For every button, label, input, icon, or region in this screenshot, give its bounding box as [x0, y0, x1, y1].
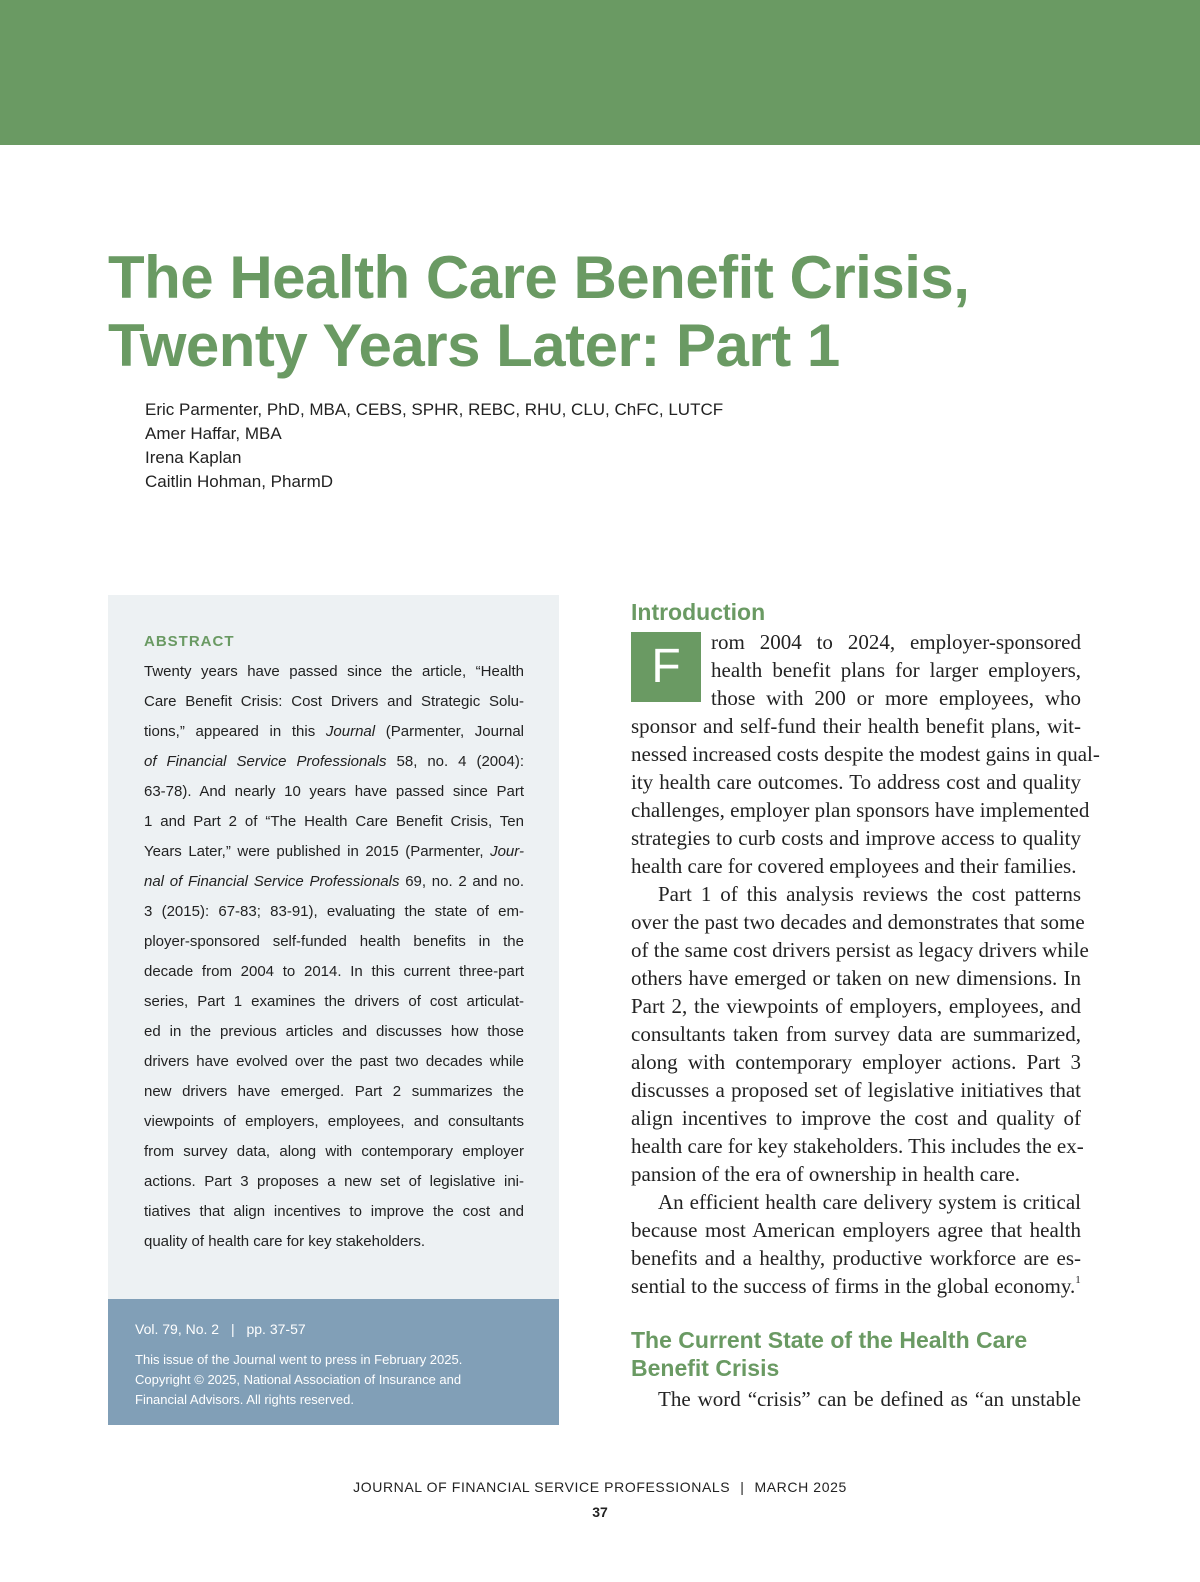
- drop-cap: F: [631, 632, 701, 702]
- title-line-1: The Health Care Benefit Crisis,: [108, 244, 970, 311]
- body-line: benefits and a healthy, productive workforce are es-: [631, 1246, 1081, 1270]
- copyright-notice: [135, 1350, 462, 1410]
- body-line: sponsor and self-fund their health benefit plans, wit-: [631, 714, 1081, 738]
- intro-body-text: [631, 712, 1100, 1300]
- body-line: those with 200 or more employees, who: [711, 686, 1081, 710]
- footer-journal: JOURNAL OF FINANCIAL SERVICE PROFESSIONALS: [353, 1479, 731, 1495]
- volume-info: [135, 1321, 306, 1337]
- body-line: along with contemporary employer actions. Part 3: [631, 1050, 1081, 1074]
- body-line: strategies to curb costs and improve access to quality: [631, 826, 1081, 850]
- body-line: consultants taken from survey data are summarized,: [631, 1022, 1081, 1046]
- body-line: An efficient health care delivery system is critical: [658, 1190, 1081, 1214]
- page-number: 37: [592, 1504, 608, 1520]
- body-line: rom 2004 to 2024, employer-sponsored: [711, 630, 1081, 654]
- copyright-line: Copyright © 2025, National Association of Insurance and: [135, 1372, 462, 1387]
- current-state-heading: [631, 1326, 1027, 1382]
- abstract-box: [108, 595, 559, 1299]
- copyright-line: Financial Advisors. All rights reserved.: [135, 1392, 354, 1407]
- current-state-text: [631, 1385, 1081, 1413]
- author: Caitlin Hohman, PharmD: [145, 472, 334, 491]
- abstract-line: Care Benefit Crisis: Cost Drivers and Strategic Solu-: [144, 693, 524, 710]
- copyright-line: This issue of the Journal went to press in February 2025.: [135, 1352, 463, 1367]
- volume-separator: |: [230, 1321, 235, 1337]
- body-line: others have emerged or taken on new dimensions. In: [631, 966, 1081, 990]
- abstract-line: tiatives that align incentives to improve the cost and: [144, 1203, 524, 1220]
- author: Eric Parmenter, PhD, MBA, CEBS, SPHR, REBC, RHU, CLU, ChFC, LUTCF: [145, 400, 724, 419]
- body-line: Part 2, the viewpoints of employers, employees, and: [631, 994, 1081, 1018]
- body-line: ity health care outcomes. To address cost and quality: [631, 770, 1081, 794]
- abstract-line: actions. Part 3 proposes a new set of legislative ini-: [144, 1173, 524, 1190]
- body-line: challenges, employer plan sponsors have implemented: [631, 798, 1090, 822]
- volume-number: Vol. 79, No. 2: [135, 1321, 220, 1337]
- body-line: because most American employers agree that health: [631, 1218, 1081, 1242]
- author: Amer Haffar, MBA: [145, 424, 282, 443]
- introduction-heading: Introduction: [631, 599, 766, 625]
- publication-info-box: [108, 1299, 559, 1425]
- page-footer: [0, 1479, 1200, 1495]
- body-line: over the past two decades and demonstrates that some: [631, 910, 1085, 934]
- abstract-line: 1 and Part 2 of “The Health Care Benefit Crisis, Ten: [144, 813, 524, 830]
- body-line: health benefit plans for larger employers,: [711, 658, 1081, 682]
- abstract-line: Years Later,” were published in 2015 (Parmenter, Jour-: [144, 843, 524, 860]
- abstract-line: from survey data, along with contemporary employer: [144, 1143, 524, 1160]
- footnote-ref: 1: [1075, 1274, 1081, 1286]
- abstract-line: nal of Financial Service Professionals 69, no. 2 and no.: [144, 873, 524, 890]
- abstract-line: 63-78). And nearly 10 years have passed since Part: [144, 783, 524, 800]
- body-line: nessed increased costs despite the modest gains in qual-: [631, 742, 1100, 766]
- body-line: sential to the success of firms in the global economy.$^1$: [631, 1274, 1081, 1298]
- body-line: of the same cost drivers persist as legacy drivers while: [631, 938, 1089, 962]
- title-line-2: Twenty Years Later: Part 1: [108, 312, 840, 379]
- abstract-line: 3 (2015): 67-83; 83-91), evaluating the state of em-: [144, 903, 524, 920]
- current-state-heading-line: Benefit Crisis: [631, 1355, 780, 1381]
- footer-date: MARCH 2025: [754, 1479, 847, 1495]
- abstract-heading: ABSTRACT: [144, 633, 235, 650]
- abstract-line: of Financial Service Professionals 58, no. 4 (2004):: [144, 753, 524, 770]
- abstract-line: ployer-sponsored self-funded health benefits in the: [144, 933, 524, 950]
- intro-dropcap-text: [711, 628, 1081, 712]
- abstract-line: Twenty years have passed since the article, “Health: [144, 663, 524, 680]
- body-line: align incentives to improve the cost and quality of: [631, 1106, 1081, 1130]
- header-band: [0, 0, 1200, 145]
- abstract-line: new drivers have emerged. Part 2 summarizes the: [144, 1083, 524, 1100]
- author-list: [145, 398, 723, 494]
- body-line: The word “crisis” can be defined as “an unstable: [658, 1387, 1081, 1411]
- body-line: health care for key stakeholders. This includes the ex-: [631, 1134, 1084, 1158]
- body-line: pansion of the era of ownership in health care.: [631, 1162, 1020, 1186]
- abstract-line: quality of health care for key stakeholders.: [144, 1233, 425, 1250]
- current-state-heading-line: The Current State of the Health Care: [631, 1327, 1028, 1353]
- abstract-line: series, Part 1 examines the drivers of cost articulat-: [144, 993, 524, 1010]
- author: Irena Kaplan: [145, 448, 242, 467]
- page-range: pp. 37-57: [246, 1321, 306, 1337]
- body-line: discusses a proposed set of legislative initiatives that: [631, 1078, 1081, 1102]
- body-line: Part 1 of this analysis reviews the cost patterns: [658, 882, 1081, 906]
- abstract-line: tions,” appeared in this Journal (Parmenter, Journal: [144, 723, 524, 740]
- footer-separator: |: [740, 1479, 745, 1495]
- abstract-text: [144, 657, 524, 1257]
- body-line: health care for covered employees and their families.: [631, 854, 1077, 878]
- abstract-line: viewpoints of employers, employees, and consultants: [144, 1113, 524, 1130]
- article-title: [108, 244, 1108, 380]
- abstract-line: drivers have evolved over the past two decades while: [144, 1053, 524, 1070]
- abstract-line: decade from 2004 to 2014. In this current three-part: [144, 963, 524, 980]
- abstract-line: ed in the previous articles and discusses how those: [144, 1023, 524, 1040]
